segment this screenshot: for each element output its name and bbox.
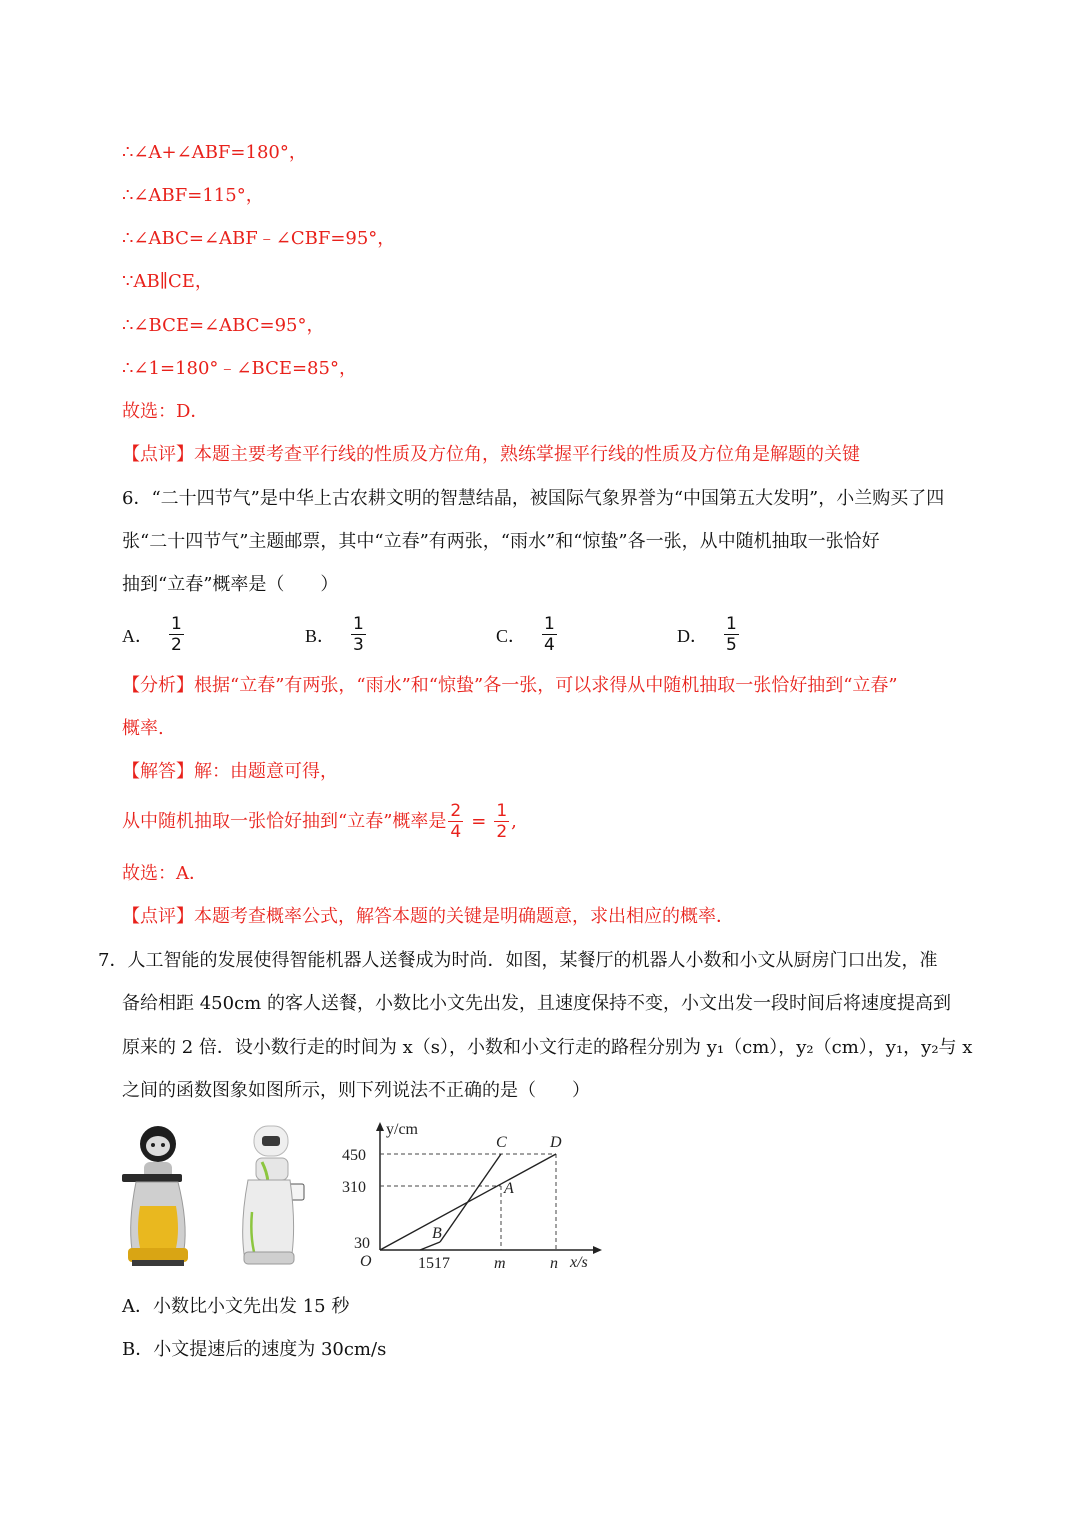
- q6-analysis-line1: 【分析】根据“立春”有两张，“雨水”和“惊蛰”各一张，可以求得从中随机抽取一张恰好抽到“立春”: [122, 675, 898, 696]
- q6-comment: 【点评】本题考查概率公式，解答本题的关键是明确题意，求出相应的概率．: [122, 906, 734, 927]
- origin-label: O: [360, 1253, 372, 1270]
- option-label: D．: [677, 625, 708, 646]
- q6-option-d[interactable]: [677, 615, 741, 654]
- x-tick-n: n: [550, 1255, 558, 1272]
- x-axis-arrow-icon: [593, 1246, 602, 1254]
- solution-text: 从中随机抽取一张恰好抽到“立春”概率是: [122, 810, 447, 832]
- x-axis-label: x/s: [570, 1254, 588, 1271]
- q7-text-line1: 7．人工智能的发展使得智能机器人送餐成为时尚．如图，某餐厅的机器人小数和小文从厨房门口出发，准: [98, 950, 938, 971]
- y-tick-30: 30: [354, 1235, 370, 1252]
- x-tick-1517: 1517: [418, 1255, 450, 1272]
- q7-text-line2: 备给相距 450cm 的客人送餐，小数比小文先出发，且速度保持不变，小文出发一段时间后将速度提高到: [122, 993, 951, 1014]
- function-graph: [340, 1116, 610, 1276]
- solution-step-6: ∴∠1=180°﹣∠BCE=85°，: [122, 358, 357, 379]
- solution-step-2: ∴∠ABF=115°，: [122, 185, 264, 206]
- fraction: 1 2: [496, 801, 508, 842]
- option-label: A．: [122, 625, 153, 646]
- q6-option-b[interactable]: [305, 615, 368, 654]
- q7-option-b[interactable]: B．小文提速后的速度为 30cm/s: [122, 1339, 387, 1360]
- fraction: 1 4: [544, 614, 555, 655]
- q6-analysis-line2: 概率.: [122, 718, 164, 739]
- fraction: 1 2: [171, 614, 182, 655]
- q6-option-a[interactable]: [122, 615, 186, 654]
- x-tick-m: m: [494, 1255, 506, 1272]
- option-label: C．: [496, 625, 527, 646]
- comma: ,: [511, 810, 517, 832]
- q6-solution-formula: [122, 802, 517, 841]
- solution-step-4: ∵AB∥CE，: [122, 271, 213, 292]
- fraction: 1 5: [726, 614, 737, 655]
- y-tick-450: 450: [342, 1147, 366, 1164]
- point-label-d: D: [550, 1134, 562, 1151]
- solution-step-5: ∴∠BCE=∠ABC=95°，: [122, 315, 325, 336]
- point-label-b: B: [432, 1225, 442, 1242]
- q7-text-line3: 原来的 2 倍．设小数行走的时间为 x（s），小数和小文行走的路程分别为 y₁（cm），y₂（cm），y₁，y₂与 x: [122, 1037, 973, 1058]
- option-label: B．: [305, 625, 336, 646]
- q7-text-line4: 之间的函数图象如图所示，则下列说法不正确的是（ ）: [122, 1080, 590, 1101]
- fraction: 2 4: [450, 801, 462, 842]
- q7-option-a[interactable]: A．小数比小文先出发 15 秒: [122, 1296, 350, 1317]
- y-axis-label: y/cm: [386, 1121, 418, 1138]
- equals-sign: =: [471, 810, 487, 832]
- solution-step-3: ∴∠ABC=∠ABF﹣∠CBF=95°，: [122, 228, 396, 249]
- q6-solution-head: 【解答】解：由题意可得，: [122, 761, 338, 782]
- solution-step-1: ∴∠A+∠ABF=180°，: [122, 142, 307, 163]
- robot-xiaowen-image: [232, 1122, 312, 1272]
- q6-text-line3: 抽到“立春”概率是（ ）: [122, 574, 339, 595]
- robot-xiaoshu-image: [118, 1122, 198, 1272]
- prev-comment: 【点评】本题主要考查平行线的性质及方位角，熟练掌握平行线的性质及方位角是解题的关键: [122, 444, 860, 465]
- fraction: 1 3: [353, 614, 364, 655]
- line-y2-segment1: [420, 1242, 440, 1250]
- y-axis-arrow-icon: [376, 1122, 384, 1131]
- line-y2-segment2: [440, 1154, 501, 1242]
- q6-answer: 故选：A．: [122, 863, 207, 884]
- prev-answer: 故选：D．: [122, 401, 209, 422]
- q6-text-line2: 张“二十四节气”主题邮票，其中“立春”有两张，“雨水”和“惊蛰”各一张，从中随机抽取一张恰好: [122, 531, 880, 552]
- point-label-a: A: [504, 1180, 514, 1197]
- point-label-c: C: [496, 1134, 507, 1151]
- y-tick-310: 310: [342, 1179, 366, 1196]
- q6-option-c[interactable]: [496, 615, 559, 654]
- q6-text-line1: 6．“二十四节气”是中华上古农耕文明的智慧结晶，被国际气象界誉为“中国第五大发明”，小兰购买了四: [122, 488, 945, 509]
